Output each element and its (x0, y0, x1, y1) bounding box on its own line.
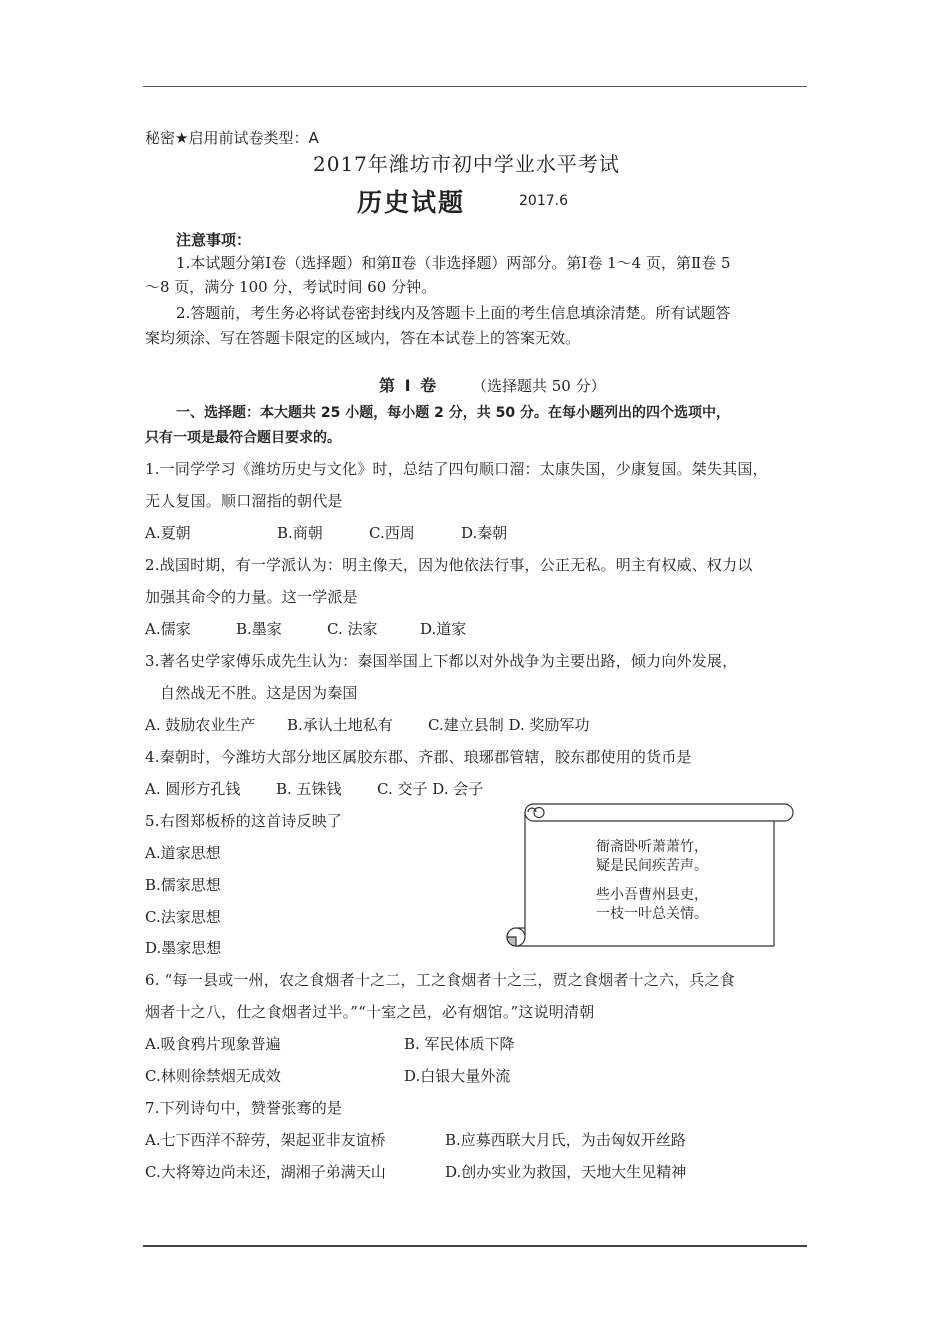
question-2-option-b: B.墨家 (236, 620, 282, 638)
top-divider (143, 86, 807, 87)
question-5-text: 5.右图郑板桥的这首诗反映了 (145, 812, 343, 830)
poem-line-3: 些小吾曹州县吏， (596, 887, 708, 903)
poem-line-1: 衙斋卧听萧萧竹， (596, 839, 708, 855)
section-title: 第 Ⅰ 卷 (379, 376, 439, 395)
question-2-option-a: A.儒家 (145, 620, 191, 638)
question-7-option-b: B.应募西联大月氏，为击匈奴开丝路 (445, 1131, 686, 1149)
question-2-option-c: C. 法家 (327, 620, 378, 638)
question-3-text-cont: 自然战无不胜。这是因为秦国 (160, 684, 358, 702)
question-3-option-b: B.承认土地私有 (287, 716, 393, 734)
question-1-option-b: B.商朝 (277, 524, 323, 542)
poem-scroll-graphic (504, 800, 800, 956)
question-7-text: 7.下列诗句中，赞誉张骞的是 (145, 1099, 343, 1117)
question-5-option-c: C.法家思想 (145, 908, 221, 926)
question-1-option-a: A.夏朝 (145, 524, 191, 542)
question-7-option-c: C.大将筹边尚未还，湖湘子弟满天山 (145, 1163, 386, 1181)
exam-title: 2017年潍坊市初中学业水平考试 (313, 152, 620, 176)
section-instruction-b: 只有一项是最符合题目要求的。 (145, 430, 341, 446)
section-subtitle: （选择题共 50 分） (472, 377, 606, 395)
notes-heading: 注意事项： (176, 231, 252, 249)
question-4-text: 4.秦朝时，今潍坊大部分地区属胶东郡、齐郡、琅琊郡管辖，胶东郡使用的货币是 (145, 748, 692, 766)
notes-line-2a: 2.答题前，考生务必将试卷密封线内及答题卡上面的考生信息填涂清楚。所有试题答 (176, 304, 731, 322)
question-7-option-a: A.七下西洋不辞劳，架起亚非友谊桥 (145, 1131, 386, 1149)
question-6-option-d: D.白银大量外流 (404, 1067, 511, 1085)
bottom-divider (143, 1245, 807, 1247)
question-3-option-cd: C.建立县制 D. 奖励军功 (428, 716, 590, 734)
question-6-option-b: B. 军民体质下降 (404, 1035, 515, 1053)
section-instruction-a: 一、选择题：本大题共 25 小题，每小题 2 分，共 50 分。在每小题列出的四个选项中， (176, 405, 730, 421)
subject-title: 历史试题 (357, 188, 466, 217)
notes-line-1a: 1.本试题分第Ⅰ卷（选择题）和第Ⅱ卷（非选择题）两部分。第Ⅰ卷 1～4 页，第Ⅱ卷 5 (176, 254, 731, 272)
question-4-option-b: B. 五铢钱 (276, 780, 342, 798)
question-6-text: 6. “每一县或一州，农之食烟者十之二，工之食烟者十之三，贾之食烟者十之六，兵之食 (145, 971, 735, 989)
notes-line-1b: ～8 页，满分 100 分，考试时间 60 分钟。 (145, 278, 437, 296)
question-2-text: 2.战国时期，有一学派认为：明主像天，因为他依法行事，公正无私。明主有权威、权力以 (145, 556, 753, 574)
question-3-text: 3.著名史学家傅乐成先生认为：秦国举国上下都以对外战争为主要出路，倾力向外发展， (145, 652, 738, 670)
question-1-option-d: D.秦朝 (461, 524, 508, 542)
question-5-option-d: D.墨家思想 (145, 939, 222, 957)
question-4-option-cd: C. 交子 D. 会子 (377, 780, 484, 798)
question-2-text-cont: 加强其命令的力量。这一学派是 (145, 588, 358, 606)
question-4-option-a: A. 圆形方孔钱 (145, 780, 241, 798)
question-6-text-cont: 烟者十之八，仕之食烟者过半。”“十室之邑，必有烟馆。”这说明清朝 (145, 1003, 595, 1021)
exam-date: 2017.6 (519, 193, 568, 209)
question-6-option-c: C.林则徐禁烟无成效 (145, 1067, 281, 1085)
question-5-option-b: B.儒家思想 (145, 876, 221, 894)
question-5-option-a: A.道家思想 (145, 844, 221, 862)
question-7-option-d: D.创办实业为救国，天地大生见精神 (445, 1163, 687, 1181)
secret-line: 秘密★启用前试卷类型：A (145, 129, 319, 147)
poem-line-4: 一枝一叶总关情。 (596, 906, 708, 922)
question-1-text-cont: 无人复国。顺口溜指的朝代是 (145, 492, 343, 510)
question-2-option-d: D.道家 (420, 620, 467, 638)
question-1-text: 1.一同学学习《潍坊历史与文化》时，总结了四句顺口溜：太康失国，少康复国。桀失其国， (145, 460, 768, 478)
question-6-option-a: A.吸食鸦片现象普遍 (145, 1035, 281, 1053)
notes-line-2b: 案均须涂、写在答题卡限定的区域内，答在本试卷上的答案无效。 (145, 329, 581, 347)
question-1-option-c: C.西周 (369, 524, 415, 542)
question-3-option-a: A. 鼓励农业生产 (145, 716, 256, 734)
poem-line-2: 疑是民间疾苦声。 (596, 858, 708, 874)
